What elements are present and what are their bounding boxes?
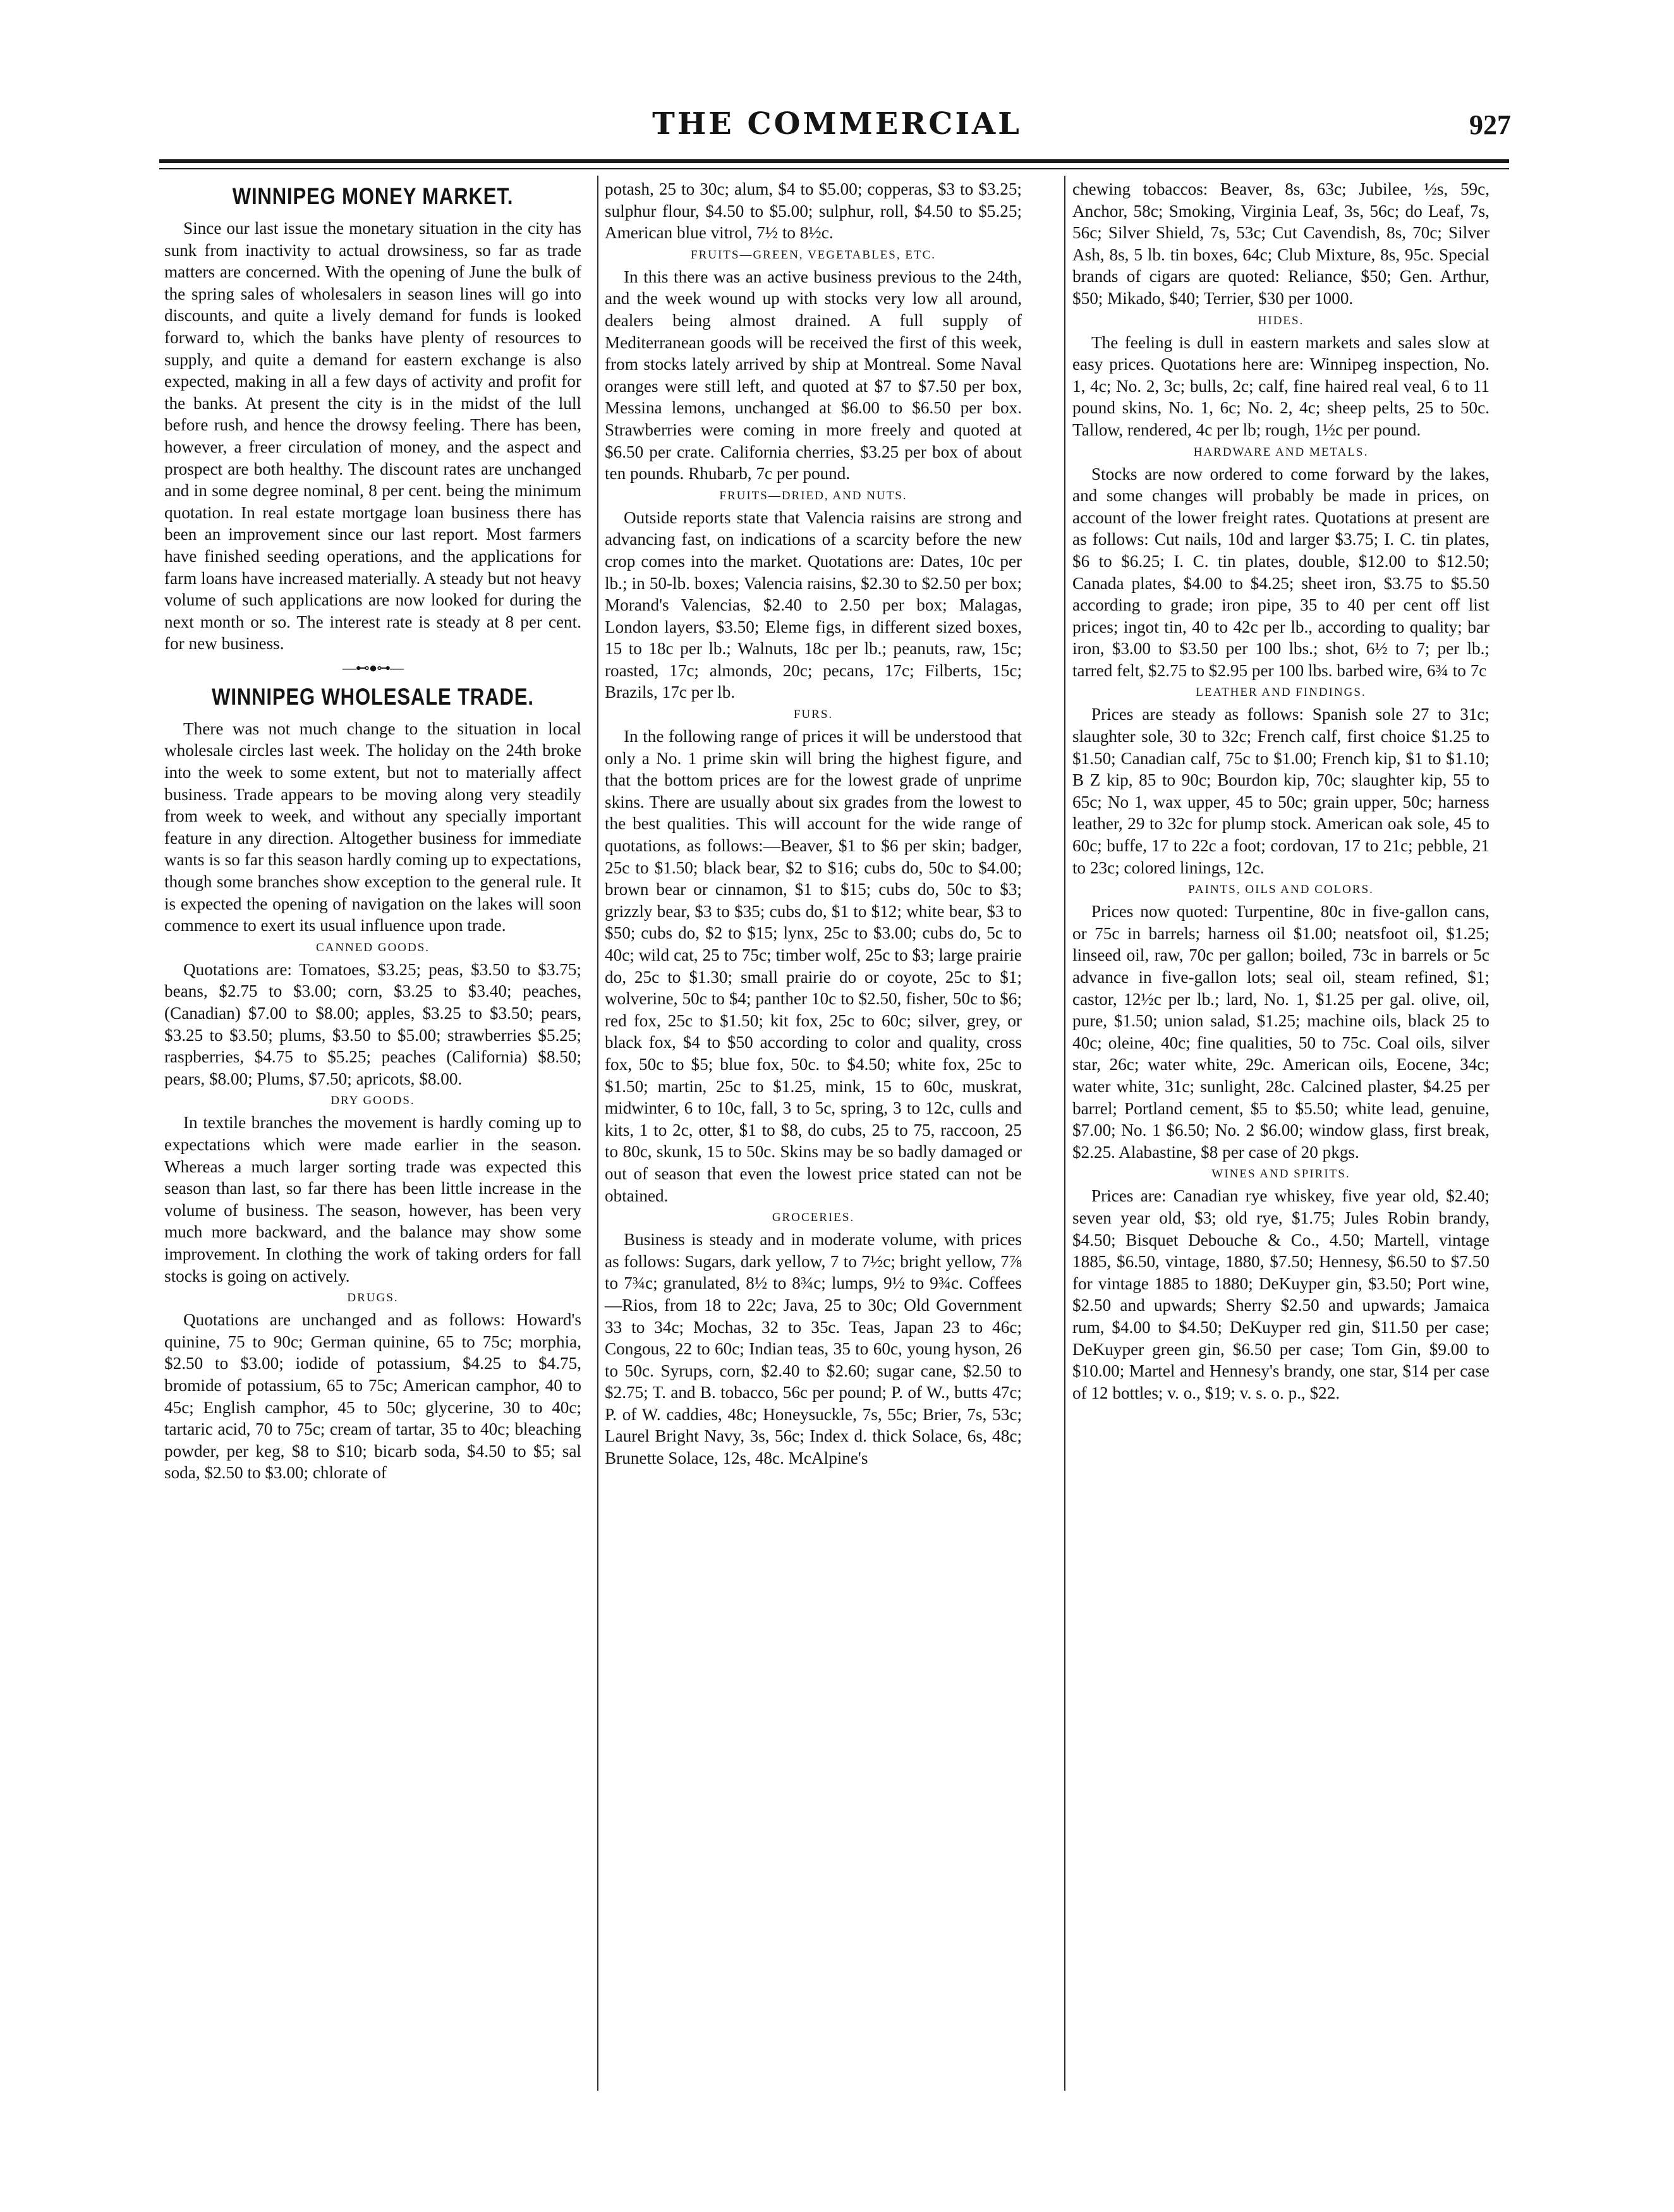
masthead-rule-thin <box>159 168 1509 169</box>
headline-money-market: WINNIPEG MONEY MARKET. <box>232 183 514 209</box>
column-3 <box>1072 178 1489 1406</box>
subhead-leather: LEATHER AND FINDINGS. <box>1196 686 1366 700</box>
page-number: 927 <box>1469 109 1511 140</box>
subhead-wines: WINES AND SPIRITS. <box>1211 1167 1350 1181</box>
hides-text: The feeling is dull in eastern markets and sales slow at easy prices. Quotations here are: Winnipeg inspection, No. 1, 4c; No. 2, 3c; bulls, 2c; calf, fine haired real veal, 6 to 11 pound skins, No. 1, 6c; No. 2, 4c; sheep pelts, 25 to 50c. Tallow, rendered, 4c per lb; rough, 1½c per pound. <box>1072 332 1489 439</box>
masthead-title: THE COMMERCIAL <box>652 106 1022 142</box>
leather-text: Prices are steady as follows: Spanish sole 27 to 31c; slaughter sole, 30 to 32c; French calf, first choice $1.25 to $1.50; Canadian calf, 75c to $1.00; French kip, $1 to $1.10; B Z kip, 85 to 90c; Bourdon kip, 70c; slaughter kip, 55 to 65c; No 1, wax upper, 45 to 50c; grain upper, 50c; harness leather, 29 to 32c for plump stock. American oak sole, 45 to 60c; buffe, 17 to 22c a foot; cordovan, 17 to 21c; pebble, 21 to 23c; colored linings, 12c. <box>1072 705 1489 877</box>
fruits-green-text: In this there was an active business previous to the 24th, and the week wound up with stocks very low all around, dealers being almost drained. A full supply of Mediterranean goods will be received the first of this week, from stocks lately arrived by ship at Montreal. Some Naval oranges were still left, and quoted at $7 to $7.50 per box, Messina lemons, unchanged at $6.00 to $6.50 per box. Strawberries were coming in more freely and quoted at $6.50 per crate. California cherries, $3.25 per box of about ten pounds. Rhubarb, 7c per pound. <box>605 267 1022 483</box>
groceries-continued-text: chewing tobaccos: Beaver, 8s, 63c; Jubilee, ½s, 59c, Anchor, 58c; Smoking, Virginia Leaf, 3s, 56c; do Leaf, 7s, 56c; Silver Shield, 7s, 53c; Cut Cavendish, 8s, 70c; Silver Ash, 8s, 5 lb. tin boxes, 64c; Club Mixture, 8s, 95c. Special brands of cigars are quoted: Reliance, $50; Gen. Arthur, $50; Mikado, $40; Terrier, $30 per 1000. <box>1072 179 1489 308</box>
column-divider-2 <box>1064 176 1065 2091</box>
column-divider-1 <box>597 176 598 2091</box>
masthead-rule-thick <box>159 159 1509 163</box>
drugs-text: Quotations are unchanged and as follows: Howard's quinine, 75 to 90c; German quinine, 65 to 75c; morphia, $2.50 to $3.00; iodide of potassium, $4.25 to $4.75, bromide of potassium, 65 to 75c; American camphor, 40 to 45c; English camphor, 45 to 50c; glycerine, 30 to 40c; tartaric acid, 70 to 75c; cream of tartar, 35 to 40c; bleaching powder, per keg, $8 to $10; bicarb soda, $4.50 to $5; sal soda, $2.50 to $3.00; chlorate of <box>164 1310 581 1483</box>
headline-wholesale-trade: WINNIPEG WHOLESALE TRADE. <box>212 683 534 710</box>
groceries-text: Business is steady and in moderate volume, with prices as follows: Sugars, dark yellow, 7 to 7½c; bright yellow, 7⅞ to 7¾c; granulated, 8½ to 8¾c; lumps, 9½ to 9¾c. Coffees—Rios, from 18 to 22c; Java, 25 to 30c; Old Government 33 to 34c; Mochas, 32 to 35c. Teas, Japan 23 to 46c; Congous, 22 to 60c; Indian teas, 35 to 60c, young hyson, 26 to 50c. Syrups, corn, $2.40 to $2.60; sugar cane, $2.50 to $2.75; T. and B. tobacco, 56c per pound; P. of W., butts 47c; P. of W. caddies, 48c; Honeysuckle, 7s, 55c; Brier, 7s, 53c; Laurel Bright Navy, 3s, 56c; Index d. thick Solace, 6s, 48c; Brunette Solace, 12s, 48c. McAlpine's <box>605 1230 1022 1468</box>
subhead-dry-goods: DRY GOODS. <box>331 1094 415 1108</box>
section-ornament: —⊷●⊶— <box>342 659 404 676</box>
subhead-paints: PAINTS, OILS AND COLORS. <box>1188 883 1374 897</box>
subhead-fruits-green: FRUITS—GREEN, VEGETABLES, ETC. <box>691 248 936 262</box>
fruits-dried-text: Outside reports state that Valencia raisins are strong and advancing fast, on indications of a scarcity before the new crop comes into the market. Quotations are: Dates, 10c per lb.; in 50-lb. boxes; Valencia raisins, $2.30 to $2.50 per box; Morand's Valencias, $2.40 to 2.50 per box; Malagas, London layers, $3.50; Eleme figs, in different sized boxes, 15 to 18c per lb.; Walnuts, 18c per lb.; peanuts, raw, 15c; roasted, 17c; almonds, 20c; pecans, 17c; Filberts, 15c; Brazils, 17c per lb. <box>605 507 1022 702</box>
wines-text: Prices are: Canadian rye whiskey, five year old, $2.40; seven year old, $3; old rye, $1.75; Jules Robin brandy, $4.50; Bisquet Debouche & Co., 4.50; Martell, vintage 1885, $6.50, vintage, 1880, $7.50; Hennesy, $6.50 to $7.50 for vintage 1885 to 1880; DeKuyper gin, $3.50; Port wine, $2.50 and upwards; Sherry $2.50 and upwards; Jamaica rum, $4.00 to $4.50; DeKuyper red gin, $11.50 per case; DeKuyper green gin, $6.50 per case; Tom Gin, $9.00 to $10.00; Martel and Hennesy's brandy, one star, $14 per case of 12 bottles; v. o., $19; v. s. o. p., $22. <box>1072 1186 1489 1402</box>
wholesale-trade-text: There was not much change to the situation in local wholesale circles last week. The holiday on the 24th broke into the week to some extent, but not to materially affect business. Trade appears to be moving along very steadily from week to week, and without any specially important feature in any direction. Altogether business for immediate wants is so far this season hardly coming up to expectations, though some branches show exception to the general rule. It is expected the opening of navigation on the lakes will soon commence to exert its usual influence upon trade. <box>164 719 581 935</box>
subhead-drugs: DRUGS. <box>347 1291 399 1305</box>
subhead-canned-goods: CANNED GOODS. <box>315 940 430 954</box>
money-market-text: Since our last issue the monetary situation in the city has sunk from inactivity to actual drowsiness, so far as trade matters are concerned. With the opening of June the bulk of the spring sales of wholesalers in season lines will go into discounts, and quite a lively demand for funds is looked forward to, which the banks have plenty of resources to supply, and quite a demand for eastern exchange is also expected, making in all a few days of activity and profit for the banks. At present the city is in the midst of the lull before rush, and hence the drowsy feeling. There has been, however, a freer circulation of money, and the aspect and prospect are both healthy. The discount rates are unchanged and in some degree nominal, 8 per cent. being the minimum quotation. In real estate mortgage loan business there has been an improvement since our last report. Most farmers have finished seeding operations, and the applications for farm loans have increased materially. A steady but not heavy volume of such applications are now looked for during the next month or so. The interest rate is steady at 8 per cent. for new business. <box>164 219 581 653</box>
dry-goods-text: In textile branches the movement is hardly coming up to expectations which were made earlier in the season. Whereas a much larger sorting trade was expected this season than last, so far there has been little increase in the volume of business. The season, however, has been very much more backward, and the balance may show some improvement. In clothing the work of taking orders for fall stocks is going on actively. <box>164 1113 581 1285</box>
subhead-furs: FURS. <box>793 708 834 722</box>
subhead-fruits-dried: FRUITS—DRIED, AND NUTS. <box>719 489 907 502</box>
column-2 <box>605 178 1022 1471</box>
hardware-text: Stocks are now ordered to come forward by the lakes, and some changes will probably be made in prices, on account of the lower freight rates. Quotations at present are as follows: Cut nails, 10d and larger $3.75; I. C. tin plates, $6 to $6.25; I. C. tin plates, double, $12.00 to $12.50; Canada plates, $4.00 to $4.25; sheet iron, $3.75 to $5.50 according to grade; iron pipe, 35 to 40 per cent off list prices; ingot tin, 40 to 42c per lb., according to quality; bar iron, $3.00 to $3.50 per 100 lbs.; shot, 6½ to 7; per lb.; tarred felt, $2.75 to $2.95 per 100 lbs. barbed wire, 6¾ to 7c <box>1072 464 1489 680</box>
furs-text: In the following range of prices it will be understood that only a No. 1 prime skin will bring the highest figure, and that the bottom prices are for the lowest grade of unprime skins. There are usually about six grades from the lowest to the best qualities. This will account for the wide range of quotations, as follows:—Beaver, $1 to $6 per skin; badger, 25c to $1.50; black bear, $2 to $16; cubs do, 50c to $4.00; brown bear or cinnamon, $1 to $15; cubs do, 50c to $3; grizzly bear, $3 to $35; cubs do, $1 to $12; white bear, $3 to $50; cubs do, $2 to $15; lynx, 25c to $3.00; cubs do, 5c to 40c; wild cat, 25 to 75c; timber wolf, 25c to $3; large prairie do, 25c to $1.30; small prairie do or coyote, 25c to $1; wolverine, 50c to $4; panther 10c to $2.50, fisher, 50c to $6; red fox, 25c to $1.50; kit fox, 25c to 60c; silver, grey, or black fox, $4 to $50 according to color and quality, cross fox, 50c to $5; blue fox, 50c. to $4.50; white fox, 25c to $1.50; martin, 25c to $1.25, mink, 15 to 60c, muskrat, midwinter, 6 to 10c, fall, 3 to 5c, spring, 3 to 12c, culls and kits, 1 to 2c, otter, $1 to $8, do cubs, 25 to 75, raccoon, 25 to 80c, skunk, 15 to 50c. Skins may be so badly damaged or out of season that even the lowest price stated can not be obtained. <box>605 727 1022 1205</box>
subhead-hardware: HARDWARE AND METALS. <box>1193 445 1369 459</box>
paints-text: Prices now quoted: Turpentine, 80c in five-gallon cans, or 75c in barrels; harness oil $1.00; neatsfoot oil, $1.25; linseed oil, raw, 70c per gallon; boiled, 73c in barrels or 5c advance in five-gallon lots; seal oil, steam refined, $1; castor, 12½c per lb.; lard, No. 1, $1.25 per gal. olive, oil, pure, $1.50; union salad, $1.25; machine oils, black 25 to 40c; oleine, 40c; fine qualities, 50 to 75c. Coal oils, silver star, 26c; water white, 29c. American oils, Eocene, 34c; water white, 31c; sunlight, 28c. Calcined plaster, $4.25 per barrel; Portland cement, $5 to $5.50; white lead, genuine, $7.00; No. 1 $6.50; No. 2 $6.00; window glass, first break, $2.25. Alabastine, $8 per case of 20 pkgs. <box>1072 902 1489 1162</box>
drugs-continued-text: potash, 25 to 30c; alum, $4 to $5.00; copperas, $3 to $3.25; sulphur flour, $4.50 to $5.00; sulphur, roll, $4.50 to $5.25; American blue vitrol, 7½ to 8½c. <box>605 179 1022 243</box>
subhead-hides: HIDES. <box>1258 313 1304 327</box>
subhead-groceries: GROCERIES. <box>772 1211 855 1225</box>
canned-goods-text: Quotations are: Tomatoes, $3.25; peas, $3.50 to $3.75; beans, $2.75 to $3.00; corn, $3.25 to $3.40; peaches, (Canadian) $7.00 to $8.00; apples, $3.25 to $3.50; pears, $3.25 to $3.50; plums, $3.50 to $5.00; strawberries $5.25; raspberries, $4.75 to $5.25; peaches (California) $8.50; pears, $8.00; Plums, $7.50; apricots, $8.00. <box>164 959 581 1088</box>
column-1 <box>164 178 581 1486</box>
